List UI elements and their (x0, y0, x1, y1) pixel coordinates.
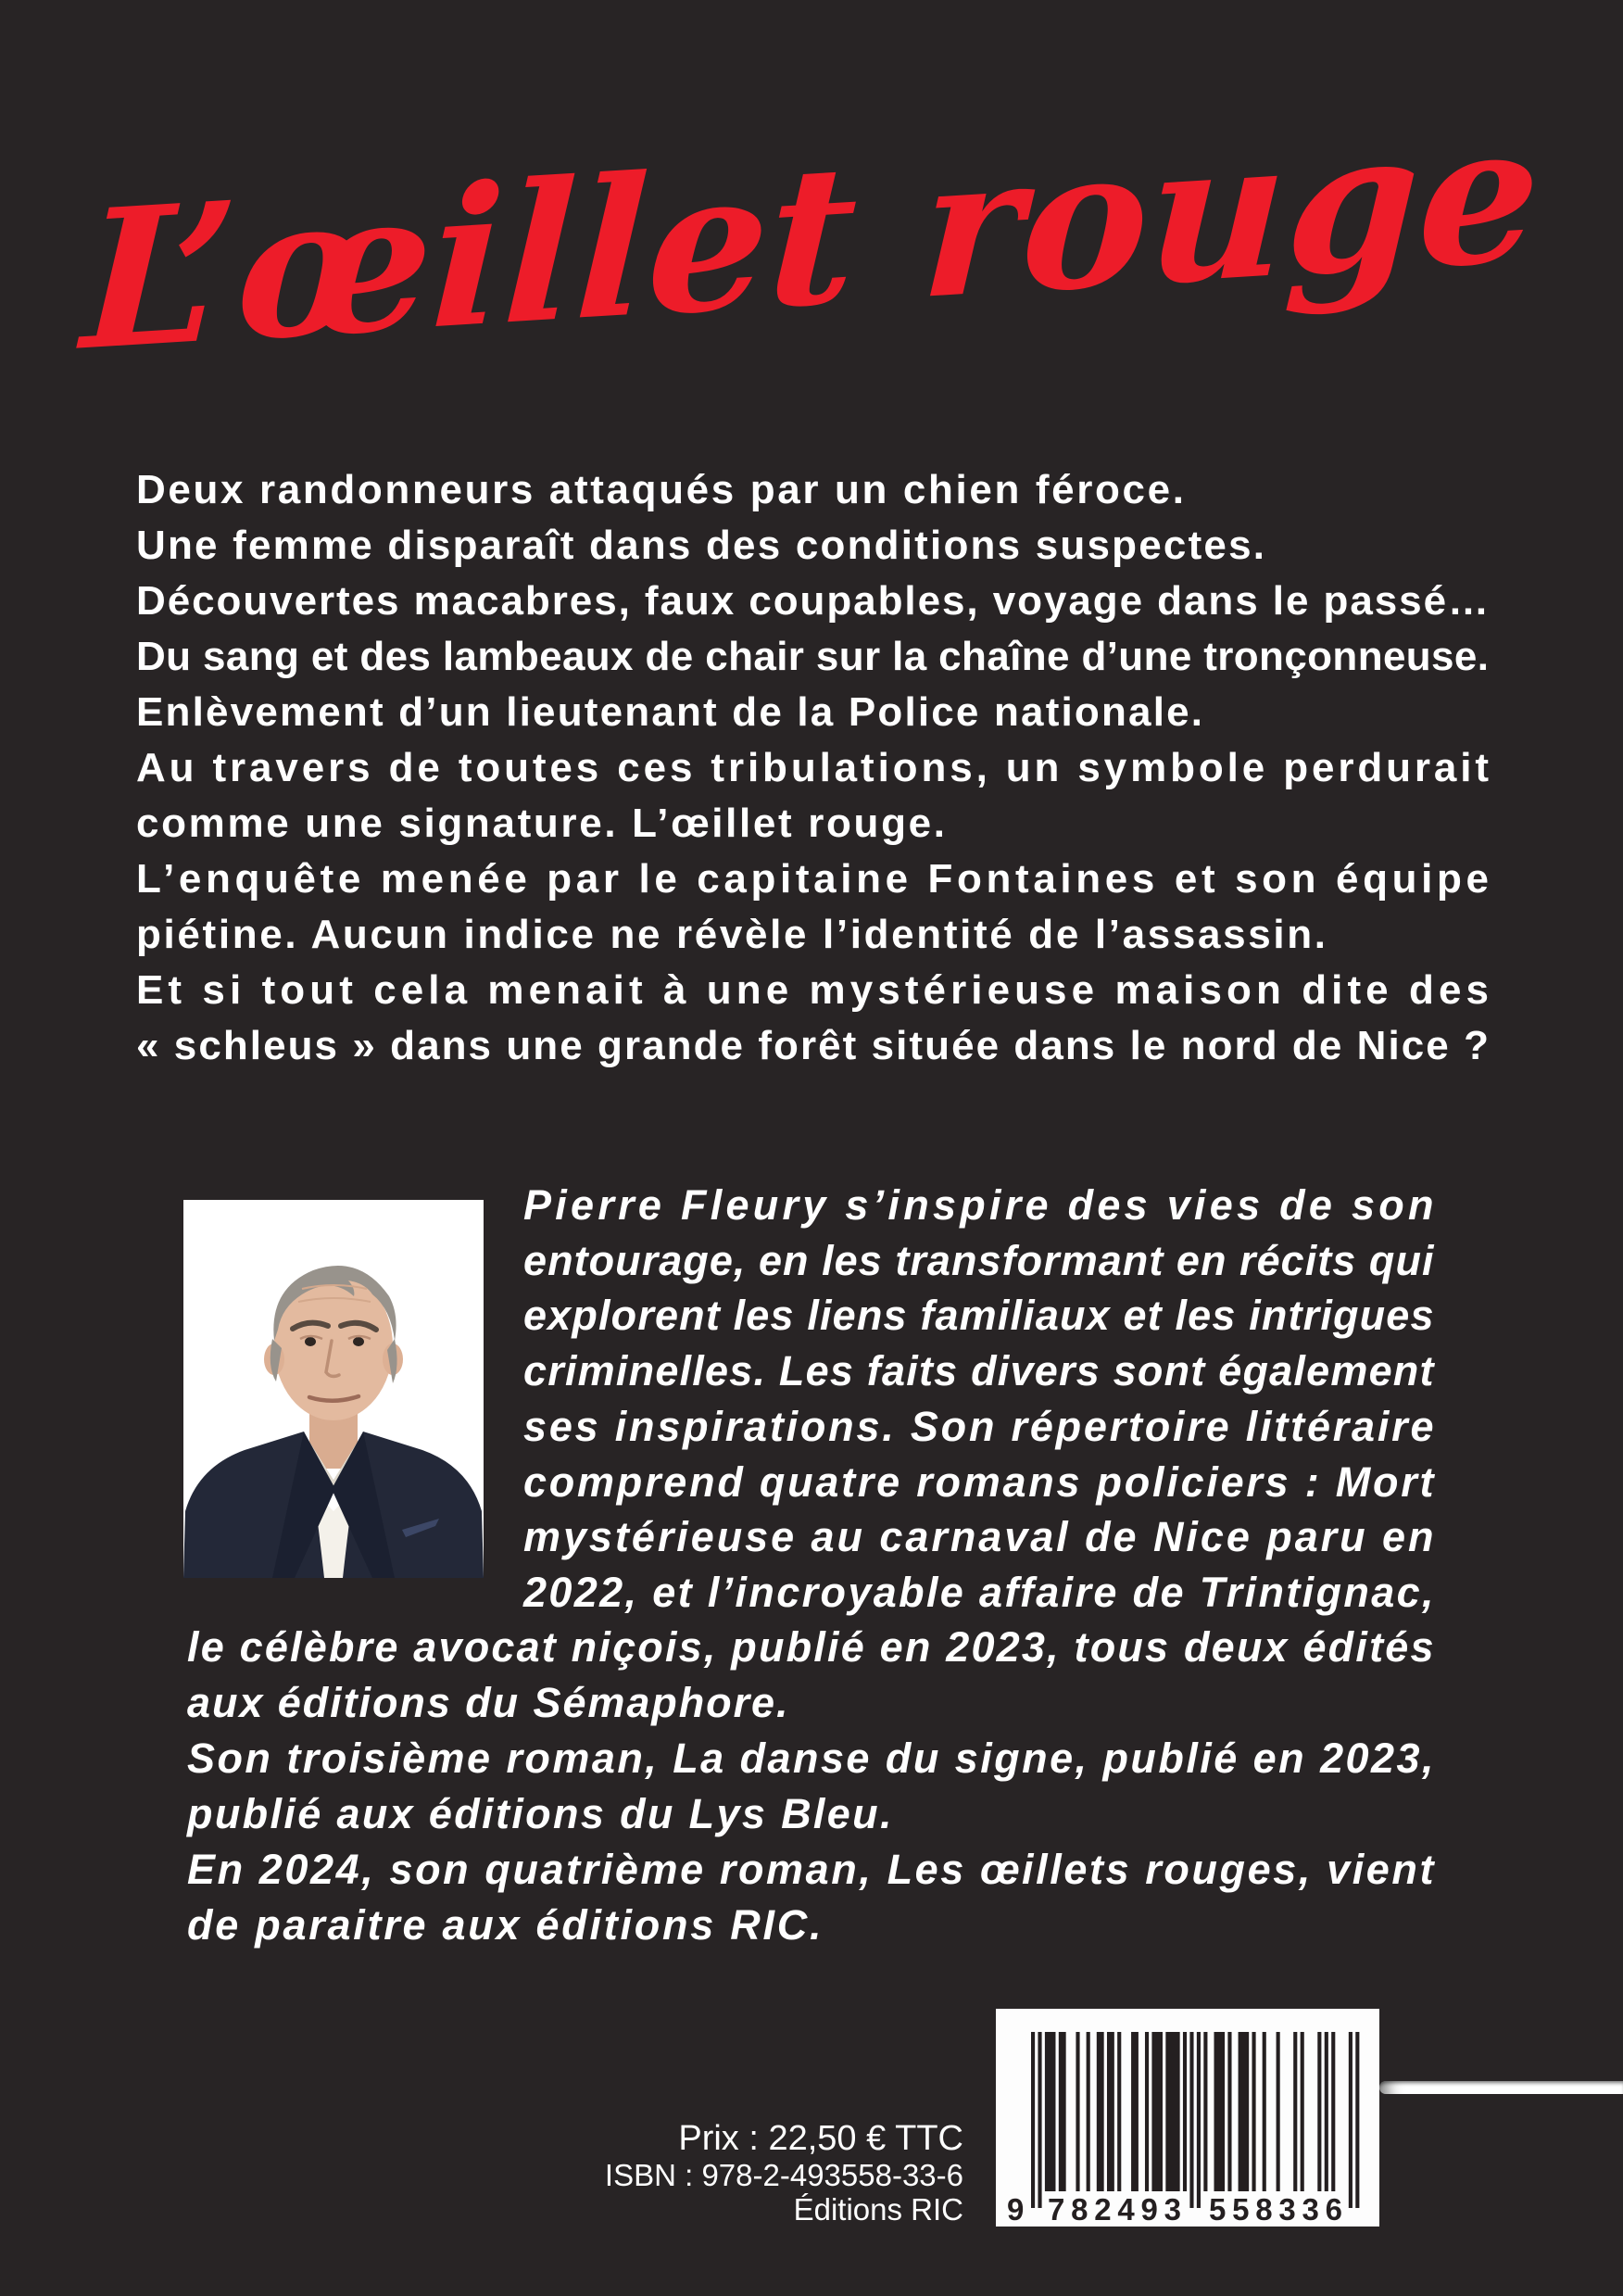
publisher: Éditions RIC (793, 2192, 963, 2227)
synopsis-line: Deux randonneurs attaqués par un chien féroce. (136, 467, 1184, 512)
author-portrait-illustration (183, 1200, 484, 1578)
synopsis-line: « schleus » dans une grande forêt située dans le nord de Nice ? (136, 1023, 1490, 1068)
bio-line: ses inspirations. Son répertoire littéraire (523, 1403, 1433, 1450)
bio-line: criminelles. Les faits divers sont également (523, 1347, 1433, 1394)
barcode (996, 2009, 1379, 2227)
author-photo (183, 1200, 484, 1578)
bio-line: explorent les liens familiaux et les intrigues (523, 1292, 1433, 1339)
synopsis-line: Au travers de toutes ces tribulations, un symbole perdurait (136, 745, 1489, 790)
synopsis-line: comme une signature. L’œillet rouge. (136, 801, 945, 846)
price: Prix : 22,50 € TTC (678, 2119, 963, 2158)
synopsis-line: Une femme disparaît dans des conditions suspectes. (136, 523, 1264, 568)
barcode-digit-lead: 9 (1007, 2192, 1025, 2227)
synopsis-line: piétine. Aucun indice ne révèle l’identité de l’assassin. (136, 912, 1326, 957)
synopsis-line: L’enquête menée par le capitaine Fontaines et son équipe (136, 856, 1490, 902)
bio-line: mystérieuse au carnaval de Nice paru en (523, 1513, 1433, 1560)
bio-line: comprend quatre romans policiers : Mort (523, 1458, 1433, 1506)
bio-line: le célèbre avocat niçois, publié en 2023, tous deux édités (187, 1623, 1433, 1671)
bio-line: En 2024, son quatrième roman, Les œillets rouges, vient (187, 1846, 1433, 1893)
bio-line: publié aux éditions du Lys Bleu. (187, 1790, 891, 1837)
bio-line: Pierre Fleury s’inspire des vies de son (523, 1181, 1433, 1229)
bio-line: Son troisième roman, La danse du signe, publié en 2023, (187, 1735, 1433, 1782)
barcode-bars (1031, 2032, 1359, 2208)
bio-line: 2022, et l’incroyable affaire de Trintignac, (523, 1569, 1433, 1616)
book-title: L’œillet rouge (78, 81, 1545, 394)
synopsis-line: Et si tout cela menait à une mystérieuse maison dite des (136, 967, 1489, 1013)
price-block (500, 2120, 963, 2227)
bio-line: de paraitre aux éditions RIC. (187, 1901, 821, 1949)
bio-line: entourage, en les transformant en récits qui (523, 1237, 1433, 1284)
bio-line: aux éditions du Sémaphore. (187, 1679, 787, 1726)
barcode-digit-group2: 558336 (1209, 2192, 1342, 2227)
synopsis-line: Découvertes macabres, faux coupables, voyage dans le passé… (136, 578, 1489, 624)
barcode-digit-group1: 782493 (1048, 2192, 1181, 2227)
synopsis-line: Enlèvement d’un lieutenant de la Police nationale. (136, 689, 1202, 735)
wraparound-white-band (1379, 2081, 1623, 2094)
isbn: ISBN : 978-2-493558-33-6 (604, 2158, 963, 2192)
synopsis-line: Du sang et des lambeaux de chair sur la chaîne d’une tronçonneuse. (136, 634, 1489, 679)
